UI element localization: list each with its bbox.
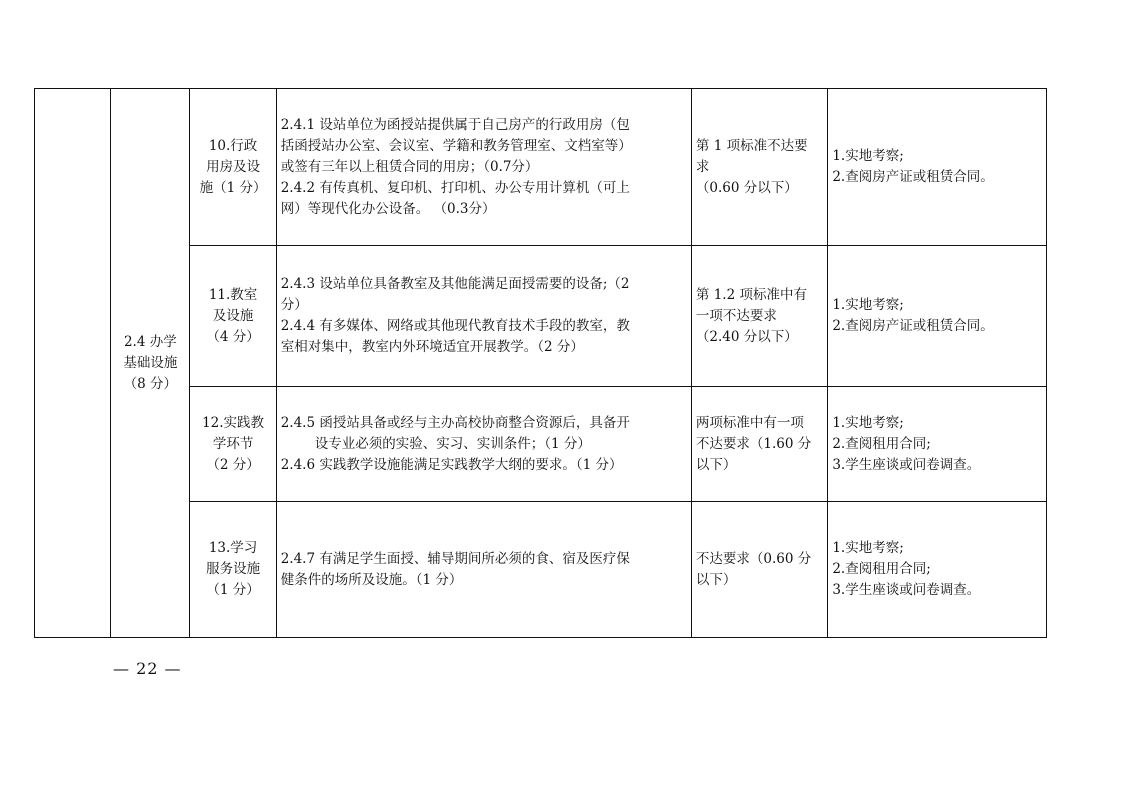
method-line: 1.实地考察; [832, 297, 904, 313]
item-line: 用房及设 [206, 158, 261, 175]
standard-cell [276, 246, 691, 387]
method-cell [828, 502, 1047, 638]
page-number: — 22 — [113, 659, 182, 678]
evaluation-cell [691, 502, 827, 638]
standard-line: 设专业必须的实验、实习、实训条件；（1 分） [314, 435, 591, 452]
item-line: 及设施 [212, 307, 254, 324]
item-line: 施（1 分） [199, 179, 267, 196]
standard-line: 或签有三年以上租赁合同的用房；（0.7分） [280, 158, 539, 175]
category-line: 2.4 办学 [123, 333, 177, 350]
item-line: （2 分） [206, 456, 260, 473]
item-line: 11.教室 [208, 286, 258, 303]
item-cell [190, 89, 276, 246]
item-line: 学环节 [212, 435, 254, 452]
evaluation-line: 以下） [695, 456, 737, 473]
standard-cell [276, 502, 691, 638]
evaluation-line: （2.40 分以下） [695, 328, 798, 345]
method-line: 2.查阅房产证或租赁合同。 [832, 169, 994, 185]
standard-line: 2.4.5 函授站具备或经与主办高校协商整合资源后，具备开 [280, 414, 630, 431]
item-line: （4 分） [206, 328, 260, 345]
evaluation-line: 第 1.2 项标准中有 [695, 286, 807, 303]
item-cell [190, 502, 276, 638]
item-cell [190, 246, 276, 387]
standard-line: 2.4.3 设站单位具备教室及其他能满足面授需要的设备;（2 [280, 276, 630, 292]
evaluation-line: 两项标准中有一项 [695, 414, 804, 431]
item-line: （1 分） [206, 582, 260, 598]
evaluation-line: 第 1 项标准不达要 [695, 137, 808, 154]
standard-line: 2.4.2 有传真机、复印机、打印机、办公专用计算机（可上 [280, 179, 630, 196]
evaluation-table [34, 88, 1047, 638]
standard-cell [276, 89, 691, 246]
standard-line: 分） [280, 297, 308, 313]
method-line: 3.学生座谈或问卷调查。 [832, 582, 981, 598]
standard-line: 2.4.4 有多媒体、网络或其他现代教育技术手段的教室，教 [280, 318, 630, 334]
method-line: 2.查阅租用合同; [832, 561, 931, 577]
method-line: 1.实地考察; [832, 148, 904, 164]
standard-line: 室相对集中，教室内外环境适宜开展教学。（2 分） [280, 339, 584, 355]
standard-line: 2.4.7 有满足学生面授、辅导期间所必须的食、宿及医疗保 [280, 550, 630, 567]
item-line: 13.学习 [208, 540, 258, 556]
standard-line: 2.4.1 设站单位为函授站提供属于自己房产的行政用房（包 [280, 116, 630, 133]
evaluation-line: 求 [695, 158, 710, 175]
standard-line: 2.4.6 实践教学设施能满足实践教学大纲的要求。（1 分） [280, 456, 623, 473]
evaluation-cell [691, 246, 827, 387]
evaluation-line: 不达要求（1.60 分 [695, 435, 812, 452]
item-line: 服务设施 [206, 561, 261, 577]
item-cell [190, 387, 276, 502]
standard-line: 健条件的场所及设施。（1 分） [280, 571, 463, 588]
evaluation-cell [691, 387, 827, 502]
blank-cell [35, 89, 111, 638]
evaluation-line: 以下） [695, 571, 737, 588]
method-cell [828, 387, 1047, 502]
table-row [35, 89, 1047, 246]
category-line: （8 分） [123, 375, 178, 392]
method-cell [828, 89, 1047, 246]
evaluation-line: 不达要求（0.60 分 [695, 550, 812, 567]
method-cell [828, 246, 1047, 387]
item-line: 12.实践教 [202, 414, 265, 431]
method-line: 3.学生座谈或问卷调查。 [832, 456, 981, 473]
standard-cell [276, 387, 691, 502]
standard-line: 括函授站办公室、会议室、学籍和教务管理室、文档室等） [280, 137, 632, 154]
evaluation-line: （0.60 分以下） [695, 179, 798, 196]
category-cell [111, 89, 190, 638]
standard-line: 网）等现代化办公设备。 （0.3分） [280, 200, 496, 217]
method-line: 1.实地考察; [832, 540, 904, 556]
method-line: 2.查阅房产证或租赁合同。 [832, 318, 994, 334]
item-line: 10.行政 [208, 137, 258, 154]
category-line: 基础设施 [123, 354, 178, 371]
method-line: 1.实地考察; [832, 414, 904, 431]
evaluation-line: 一项不达要求 [695, 307, 777, 324]
method-line: 2.查阅租用合同; [832, 435, 931, 452]
evaluation-cell [691, 89, 827, 246]
